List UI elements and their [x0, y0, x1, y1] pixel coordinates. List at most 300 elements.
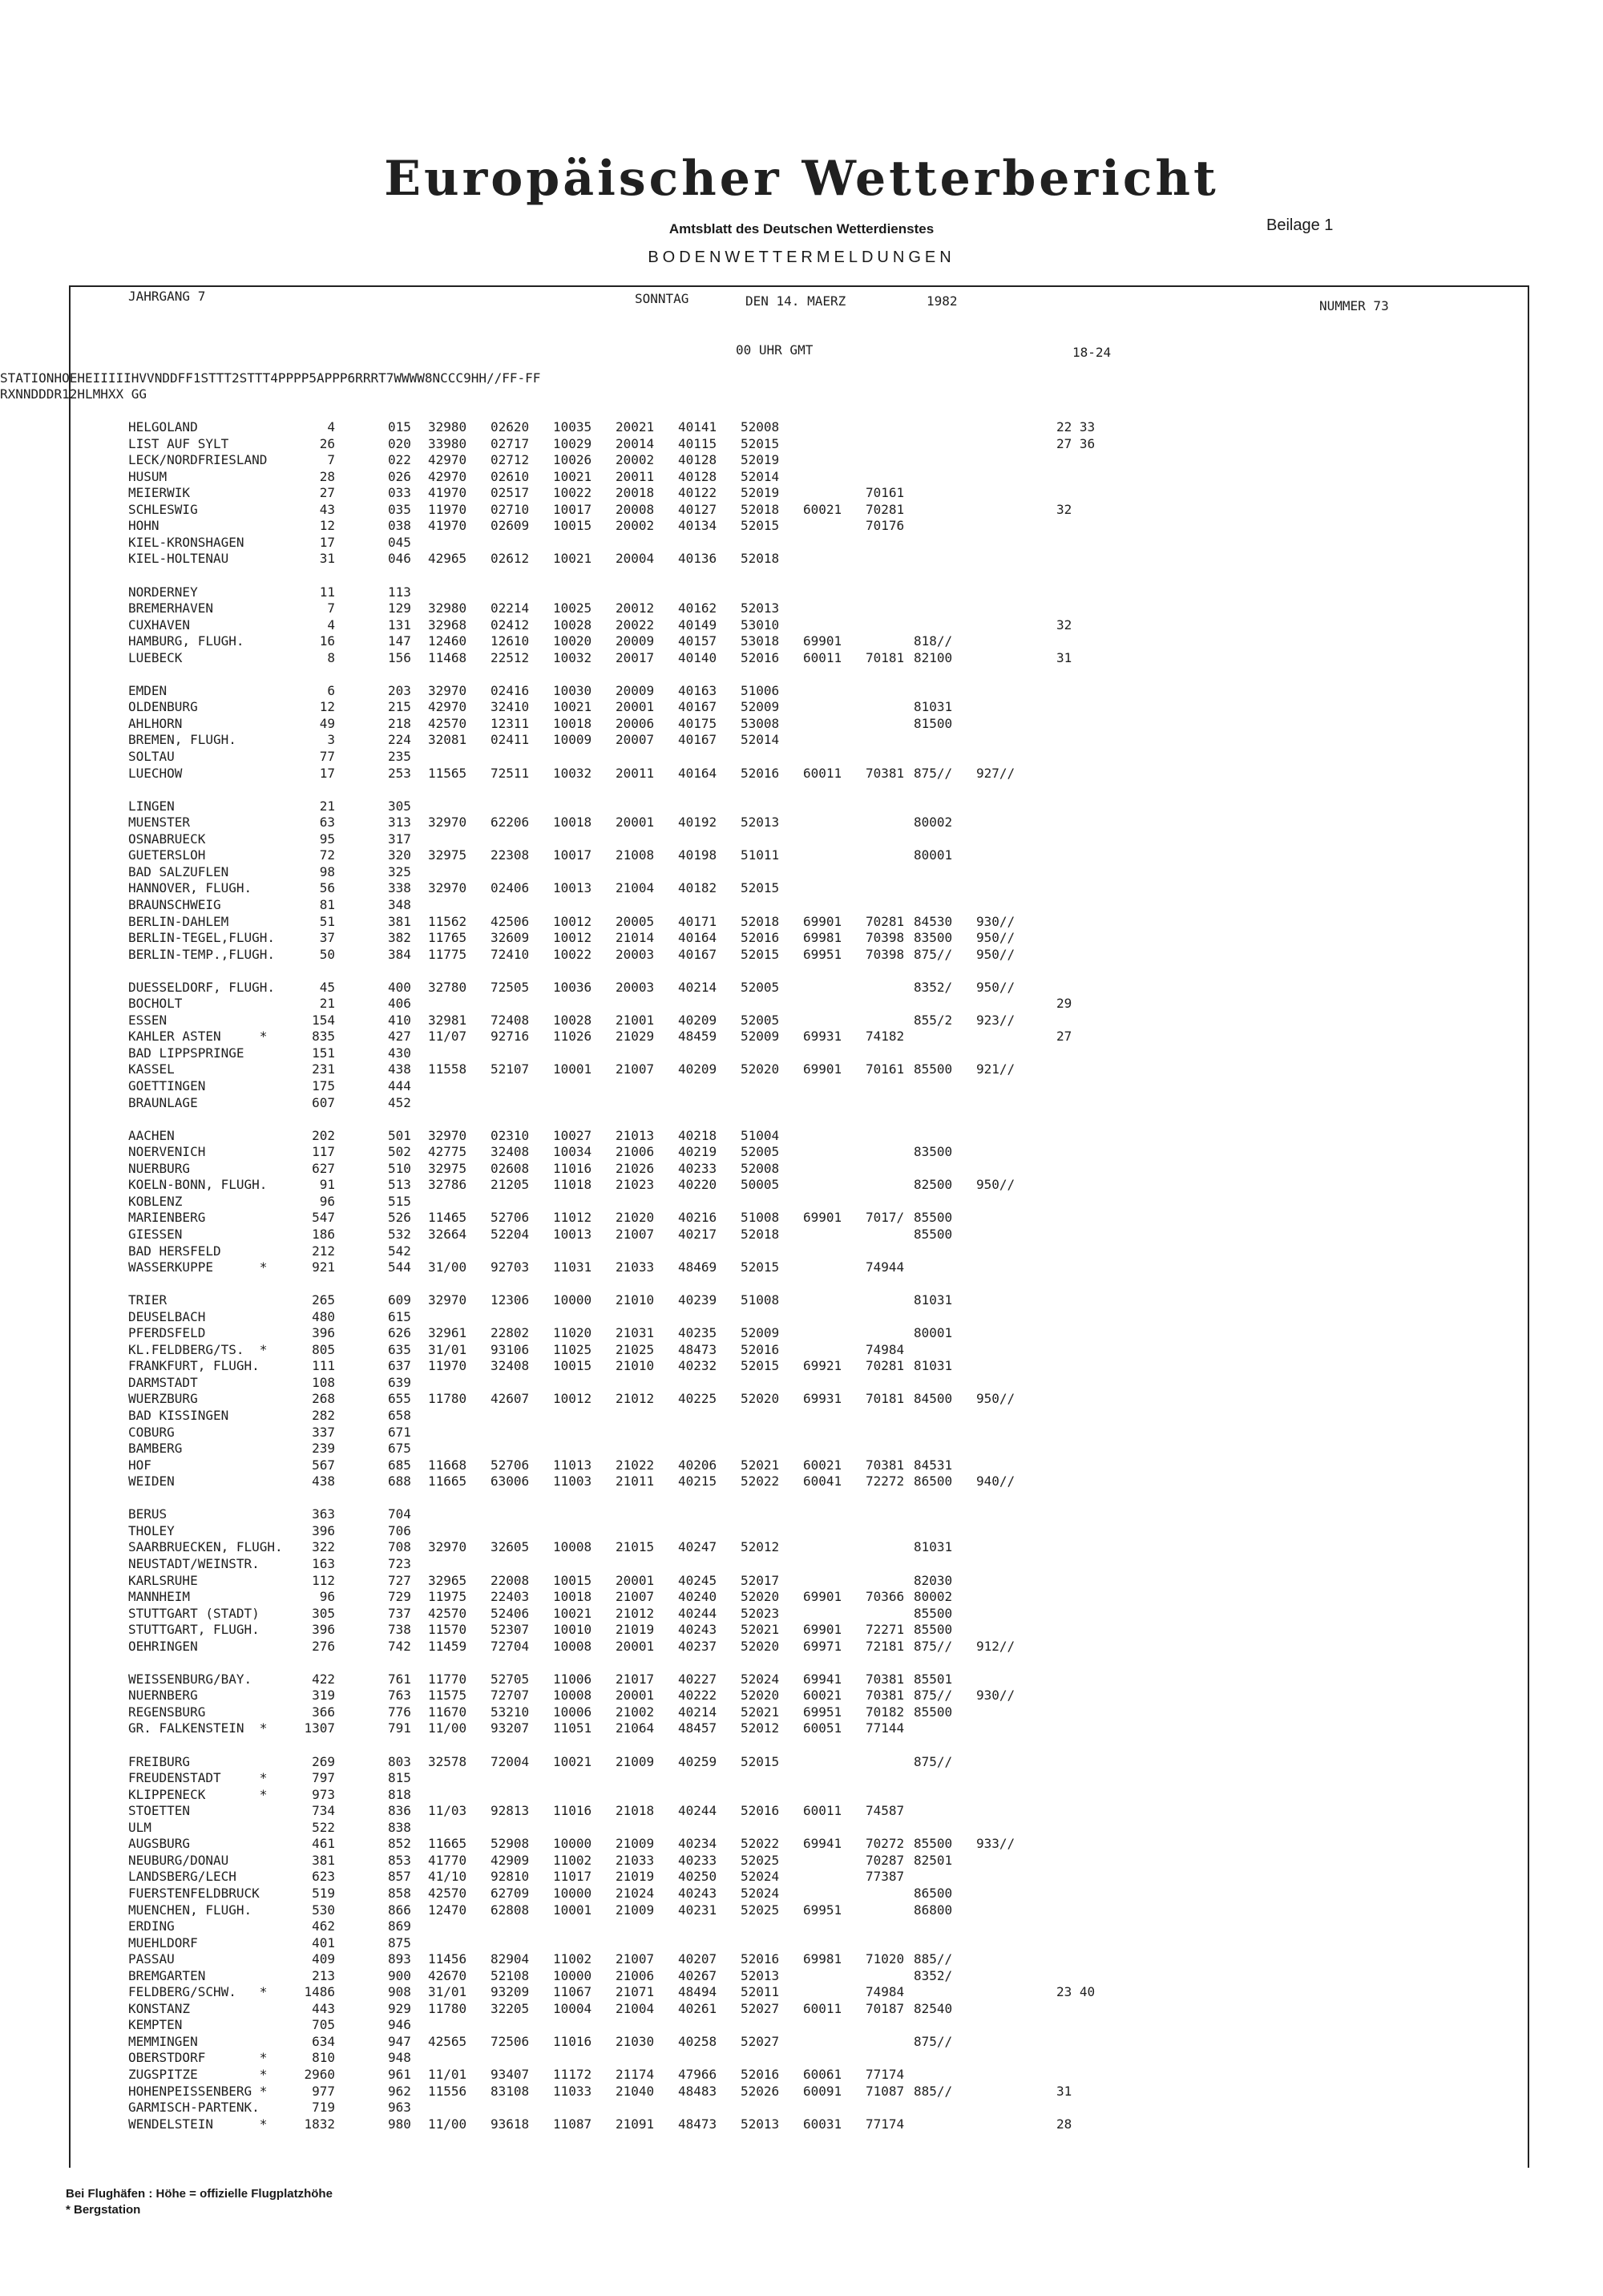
cell-iihvv: 11975: [428, 1589, 467, 1605]
cell-iihvv: 12460: [428, 633, 467, 649]
station-row: [0, 1639, 1603, 1655]
cell-7wwww: 70181: [866, 649, 905, 665]
cell-7wwww: 7017/: [866, 1210, 905, 1226]
station-row: [0, 1128, 1603, 1145]
cell-8nccc: 84530: [914, 913, 953, 929]
station-name: BRAUNLAGE: [128, 1094, 198, 1110]
cell-iii: 452: [388, 1094, 411, 1110]
cell-8nccc: 80001: [914, 847, 953, 863]
cell-hoehe: 269: [312, 1753, 335, 1769]
cell-1sttt: 10030: [553, 682, 592, 698]
station-row: [0, 1425, 1603, 1441]
cell-7wwww: 77174: [866, 2116, 905, 2132]
cell-nddff: 92813: [491, 1803, 530, 1819]
cell-iii: 046: [388, 551, 411, 567]
cell-4pppp: 48473: [678, 2116, 717, 2132]
cell-hoehe: 77: [319, 749, 335, 764]
cell-8nccc: 86800: [914, 1902, 953, 1918]
year-label: 1982: [927, 293, 958, 309]
cell-4pppp: 40244: [678, 1605, 717, 1621]
column-header-9hh: 9HH//: [463, 370, 503, 386]
station-name: LUEBECK: [128, 649, 183, 665]
station-name: REGENSBURG: [128, 1704, 206, 1720]
cell-8nccc: 85500: [914, 1061, 953, 1077]
column-header-2sttt: 2STTT: [232, 370, 271, 386]
cell-8nccc: 855/2: [914, 1012, 953, 1028]
cell-nddff: 32605: [491, 1539, 530, 1555]
cell-5appp: 52008: [741, 1160, 780, 1176]
cell-iii: 427: [388, 1029, 411, 1045]
cell-5appp: 52021: [741, 1622, 780, 1638]
cell-iii: 815: [388, 1770, 411, 1786]
cell-iii: 818: [388, 1786, 411, 1802]
cell-ff-ff: 27 36: [1056, 435, 1096, 451]
station-name: KLIPPENECK *: [128, 1786, 268, 1802]
cell-nddff: 92810: [491, 1869, 530, 1885]
cell-hoehe: 634: [312, 2033, 335, 2049]
cell-nddff: 72408: [491, 1012, 530, 1028]
station-row: [0, 617, 1603, 634]
column-header-2sttt: NDDD: [22, 386, 55, 402]
cell-4pppp: 40122: [678, 485, 717, 501]
cell-1sttt: 10001: [553, 1061, 592, 1077]
cell-4pppp: 40214: [678, 1704, 717, 1720]
cell-iihvv: 11770: [428, 1671, 467, 1687]
cell-1sttt: 11026: [553, 1029, 592, 1045]
cell-iii: 532: [388, 1226, 411, 1242]
cell-hoehe: 921: [312, 1259, 335, 1275]
cell-nddff: 12610: [491, 633, 530, 649]
cell-2sttt: 21033: [616, 1852, 655, 1868]
column-header-1sttt: N: [15, 386, 23, 402]
cell-5appp: 52009: [741, 1029, 780, 1045]
station-row: [0, 1836, 1603, 1853]
cell-iihvv: 42970: [428, 699, 467, 715]
cell-4pppp: 40167: [678, 946, 717, 962]
cell-hoehe: 11: [319, 584, 335, 600]
cell-2sttt: 20011: [616, 765, 655, 781]
column-header-4pppp: 4PPPP: [270, 370, 309, 386]
cell-iii: 761: [388, 1671, 411, 1687]
station-row: [0, 469, 1603, 486]
cell-2sttt: 21004: [616, 880, 655, 896]
cell-8nccc: 875//: [914, 946, 953, 962]
cell-2sttt: 21174: [616, 2067, 655, 2082]
station-row: [0, 1441, 1603, 1457]
cell-hoehe: 4: [327, 616, 335, 633]
cell-5appp: 52012: [741, 1539, 780, 1555]
cell-iii: 544: [388, 1259, 411, 1275]
station-name: HUSUM: [128, 468, 168, 484]
cell-hoehe: 3: [327, 732, 335, 748]
cell-hoehe: 381: [312, 1852, 335, 1868]
cell-5appp: 51004: [741, 1127, 780, 1143]
cell-nddff: 82904: [491, 1951, 530, 1967]
cell-2sttt: 21012: [616, 1605, 655, 1621]
cell-8nccc: 875//: [914, 1753, 953, 1769]
cell-6rrrt: 69971: [803, 1638, 842, 1654]
station-row: [0, 847, 1603, 864]
station-name: WEIDEN: [128, 1473, 175, 1490]
cell-iii: 963: [388, 2100, 411, 2116]
cell-hoehe: 835: [312, 1029, 335, 1045]
cell-6rrrt: 60011: [803, 649, 842, 665]
column-subheader-row: [0, 386, 1603, 403]
cell-7wwww: 70281: [866, 913, 905, 929]
cell-9hh: 912//: [976, 1638, 1016, 1654]
cell-6rrrt: 69901: [803, 633, 842, 649]
cell-4pppp: 40141: [678, 419, 717, 435]
cell-8nccc: 885//: [914, 2083, 953, 2099]
cell-4pppp: 40157: [678, 633, 717, 649]
cell-6rrrt: 60021: [803, 1688, 842, 1704]
cell-8nccc: 82030: [914, 1572, 953, 1588]
cell-nddff: 02717: [491, 435, 530, 451]
station-name: HAMBURG, FLUGH.: [128, 633, 244, 649]
cell-iihvv: 11665: [428, 1473, 467, 1490]
cell-2sttt: 21026: [616, 1160, 655, 1176]
cell-5appp: 52022: [741, 1836, 780, 1852]
station-name: GR. FALKENSTEIN *: [128, 1720, 268, 1736]
cell-iihvv: 42970: [428, 468, 467, 484]
station-name: MANNHEIM: [128, 1589, 191, 1605]
cell-ff-ff: 32: [1056, 616, 1072, 633]
cell-5appp: 52020: [741, 1638, 780, 1654]
station-name: BERLIN-TEGEL,FLUGH.: [128, 930, 276, 946]
cell-1sttt: 10021: [553, 1753, 592, 1769]
station-row: [0, 864, 1603, 881]
cell-iihvv: 11970: [428, 1358, 467, 1374]
cell-hoehe: 111: [312, 1358, 335, 1374]
cell-4pppp: 48473: [678, 1341, 717, 1357]
cell-hoehe: 265: [312, 1292, 335, 1308]
cell-5appp: 52020: [741, 1061, 780, 1077]
cell-1sttt: 10035: [553, 419, 592, 435]
cell-6rrrt: 69941: [803, 1836, 842, 1852]
cell-iii: 203: [388, 682, 411, 698]
cell-iii: 317: [388, 831, 411, 847]
cell-1sttt: 11172: [553, 2067, 592, 2082]
station-row: [0, 2050, 1603, 2067]
cell-iii: 615: [388, 1308, 411, 1324]
cell-hoehe: 2960: [304, 2067, 335, 2082]
station-name: NUERNBERG: [128, 1688, 198, 1704]
cell-5appp: 52011: [741, 1984, 780, 2000]
cell-2sttt: 21012: [616, 1391, 655, 1407]
cell-iihvv: 42775: [428, 1144, 467, 1160]
cell-5appp: 52020: [741, 1688, 780, 1704]
cell-hoehe: 213: [312, 1967, 335, 1983]
station-row: [0, 947, 1603, 964]
cell-7wwww: 70381: [866, 765, 905, 781]
cell-hoehe: 175: [312, 1078, 335, 1093]
cell-4pppp: 40259: [678, 1753, 717, 1769]
station-name: EMDEN: [128, 682, 168, 698]
column-header-5appp: 5APPP: [309, 370, 348, 386]
cell-2sttt: 21033: [616, 1259, 655, 1275]
cell-5appp: 52015: [741, 435, 780, 451]
cell-iii: 685: [388, 1457, 411, 1473]
station-name: KONSTANZ: [128, 2000, 191, 2016]
cell-iihvv: 31/00: [428, 1259, 467, 1275]
cell-iii: 869: [388, 1918, 411, 1934]
station-row: [0, 1029, 1603, 1045]
cell-4pppp: 40209: [678, 1061, 717, 1077]
cell-iihvv: 32975: [428, 847, 467, 863]
cell-hoehe: 322: [312, 1539, 335, 1555]
column-header-7wwww: 12: [62, 386, 78, 402]
cell-iii: 038: [388, 518, 411, 534]
cell-7wwww: 72272: [866, 1473, 905, 1490]
station-row: [0, 535, 1603, 552]
cell-iihvv: 11/01: [428, 2067, 467, 2082]
cell-nddff: 22008: [491, 1572, 530, 1588]
footnote-airport: Bei Flughäfen : Höhe = offizielle Flugplatzhöhe: [66, 2187, 333, 2201]
station-row: [0, 1820, 1603, 1837]
station-name: NEUBURG/DONAU: [128, 1852, 229, 1868]
cell-iii: 015: [388, 419, 411, 435]
cell-iii: 866: [388, 1902, 411, 1918]
cell-4pppp: 40175: [678, 715, 717, 731]
station-name: BRAUNSCHWEIG: [128, 896, 221, 912]
cell-iii: 400: [388, 979, 411, 995]
cell-2sttt: 20011: [616, 468, 655, 484]
cell-2sttt: 21002: [616, 1704, 655, 1720]
station-row: [0, 485, 1603, 502]
cell-1sttt: 10012: [553, 1391, 592, 1407]
cell-9hh: 950//: [976, 946, 1016, 962]
cell-7wwww: 70281: [866, 501, 905, 517]
station-name: GIESSEN: [128, 1226, 183, 1242]
cell-2sttt: 21091: [616, 2116, 655, 2132]
cell-nddff: 93618: [491, 2116, 530, 2132]
station-name: HANNOVER, FLUGH.: [128, 880, 252, 896]
station-name: FUERSTENFELDBRUCK: [128, 1885, 260, 1901]
cell-1sttt: 10022: [553, 485, 592, 501]
cell-iii: 658: [388, 1408, 411, 1423]
cell-nddff: 72707: [491, 1688, 530, 1704]
cell-8nccc: 85501: [914, 1671, 953, 1687]
station-name: NEUSTADT/WEINSTR.: [128, 1555, 260, 1571]
cell-4pppp: 40167: [678, 699, 717, 715]
cell-iihvv: 32961: [428, 1325, 467, 1341]
station-name: HELGOLAND: [128, 419, 198, 435]
cell-iihvv: 42565: [428, 2033, 467, 2049]
cell-1sttt: 10021: [553, 468, 592, 484]
cell-nddff: 12311: [491, 715, 530, 731]
group-spacer: [0, 963, 1603, 980]
station-name: ERDING: [128, 1918, 175, 1934]
column-header-ff-ff: FF-FF: [502, 370, 541, 386]
cell-5appp: 52027: [741, 2000, 780, 2016]
station-row: [0, 749, 1603, 766]
cell-hoehe: 396: [312, 1325, 335, 1341]
cell-hoehe: 627: [312, 1160, 335, 1176]
station-name: CUXHAVEN: [128, 616, 191, 633]
station-name: ULM: [128, 1819, 151, 1835]
cell-1sttt: 10028: [553, 1012, 592, 1028]
cell-nddff: 93106: [491, 1341, 530, 1357]
station-row: [0, 1770, 1603, 1787]
cell-hoehe: 805: [312, 1341, 335, 1357]
cell-4pppp: 40164: [678, 930, 717, 946]
cell-1sttt: 11013: [553, 1457, 592, 1473]
station-name: AHLHORN: [128, 715, 183, 731]
cell-iii: 382: [388, 930, 411, 946]
column-header-8nccc: 8NCCC: [424, 370, 464, 386]
cell-hoehe: 438: [312, 1473, 335, 1490]
column-header-hoehe: HOEHE: [54, 370, 93, 386]
cell-6rrrt: 69921: [803, 1358, 842, 1374]
cell-6rrrt: 60011: [803, 1803, 842, 1819]
cell-4pppp: 40217: [678, 1226, 717, 1242]
cell-2sttt: 20012: [616, 600, 655, 616]
station-row: [0, 1358, 1603, 1375]
cell-iihvv: 11556: [428, 2083, 467, 2099]
station-name: STUTTGART, FLUGH.: [128, 1622, 260, 1638]
cell-1sttt: 11003: [553, 1473, 592, 1490]
report-title: Europäischer Wetterbericht: [384, 151, 1219, 207]
cell-8nccc: 85500: [914, 1210, 953, 1226]
cell-6rrrt: 69951: [803, 1704, 842, 1720]
cell-1sttt: 11016: [553, 1160, 592, 1176]
station-name: NORDERNEY: [128, 584, 198, 600]
station-name: GUETERSLOH: [128, 847, 206, 863]
cell-2sttt: 20009: [616, 682, 655, 698]
cell-iihvv: 32970: [428, 682, 467, 698]
cell-hoehe: 623: [312, 1869, 335, 1885]
station-row: [0, 1473, 1603, 1490]
cell-nddff: 72505: [491, 979, 530, 995]
cell-7wwww: 70181: [866, 1391, 905, 1407]
cell-iii: 908: [388, 1984, 411, 2000]
cell-iii: 410: [388, 1012, 411, 1028]
cell-5appp: 52005: [741, 979, 780, 995]
cell-5appp: 52013: [741, 1967, 780, 1983]
station-row: [0, 1688, 1603, 1704]
cell-nddff: 52908: [491, 1836, 530, 1852]
cell-nddff: 72506: [491, 2033, 530, 2049]
cell-4pppp: 40258: [678, 2033, 717, 2049]
cell-4pppp: 40235: [678, 1325, 717, 1341]
station-name: BAMBERG: [128, 1441, 183, 1457]
cell-hoehe: 337: [312, 1424, 335, 1440]
cell-7wwww: 70281: [866, 1358, 905, 1374]
cell-6rrrt: 69901: [803, 1622, 842, 1638]
cell-6rrrt: 60051: [803, 1720, 842, 1736]
cell-iihvv: 32980: [428, 419, 467, 435]
cell-nddff: 93209: [491, 1984, 530, 2000]
cell-8nccc: 80002: [914, 815, 953, 831]
station-row: [0, 1787, 1603, 1804]
cell-iihvv: 41970: [428, 485, 467, 501]
station-row: [0, 1935, 1603, 1952]
station-name: BAD HERSFELD: [128, 1243, 221, 1259]
cell-iii: 129: [388, 600, 411, 616]
cell-hoehe: 96: [319, 1589, 335, 1605]
station-row: [0, 1523, 1603, 1540]
cell-hoehe: 72: [319, 847, 335, 863]
cell-iii: 542: [388, 1243, 411, 1259]
cell-8nccc: 875//: [914, 1688, 953, 1704]
cell-2sttt: 21017: [616, 1671, 655, 1687]
cell-4pppp: 40233: [678, 1160, 717, 1176]
cell-hoehe: 31: [319, 551, 335, 567]
cell-7wwww: 70381: [866, 1671, 905, 1687]
cell-hoehe: 239: [312, 1441, 335, 1457]
cell-7wwww: 74984: [866, 1341, 905, 1357]
column-header-6rrrt: R: [54, 386, 63, 402]
cell-iii: 526: [388, 1210, 411, 1226]
cell-nddff: 02710: [491, 501, 530, 517]
cell-4pppp: 40163: [678, 682, 717, 698]
cell-4pppp: 40225: [678, 1391, 717, 1407]
cell-1sttt: 10020: [553, 633, 592, 649]
cell-4pppp: 40250: [678, 1869, 717, 1885]
column-header-7wwww: 7WWWW: [386, 370, 425, 386]
station-row: [0, 1177, 1603, 1194]
cell-5appp: 52027: [741, 2033, 780, 2049]
cell-1sttt: 11016: [553, 2033, 592, 2049]
station-name: ESSEN: [128, 1012, 168, 1028]
cell-8nccc: 86500: [914, 1473, 953, 1490]
cell-2sttt: 21011: [616, 1473, 655, 1490]
cell-iihvv: 11668: [428, 1457, 467, 1473]
cell-hoehe: 363: [312, 1506, 335, 1522]
cell-hoehe: 443: [312, 2000, 335, 2016]
cell-2sttt: 20006: [616, 715, 655, 731]
cell-8nccc: 84531: [914, 1457, 953, 1473]
station-name: KL.FELDBERG/TS. *: [128, 1341, 268, 1357]
cell-2sttt: 20017: [616, 649, 655, 665]
cell-hoehe: 49: [319, 715, 335, 731]
station-row: [0, 1292, 1603, 1309]
cell-hoehe: 163: [312, 1555, 335, 1571]
cell-hoehe: 607: [312, 1094, 335, 1110]
cell-4pppp: 40134: [678, 518, 717, 534]
cell-1sttt: 10027: [553, 1127, 592, 1143]
cell-1sttt: 11033: [553, 2083, 592, 2099]
cell-5appp: 53008: [741, 715, 780, 731]
group-spacer: [0, 1276, 1603, 1293]
cell-iii: 253: [388, 765, 411, 781]
cell-nddff: 52108: [491, 1967, 530, 1983]
cell-nddff: 02608: [491, 1160, 530, 1176]
station-row: [0, 1968, 1603, 1985]
cell-4pppp: 48483: [678, 2083, 717, 2099]
cell-1sttt: 11002: [553, 1951, 592, 1967]
column-header-6rrrt: 6RRRT: [347, 370, 386, 386]
group-spacer: [0, 666, 1603, 683]
cell-2sttt: 21024: [616, 1885, 655, 1901]
cell-iii: 235: [388, 749, 411, 764]
station-name: OSNABRUECK: [128, 831, 206, 847]
station-row: [0, 1210, 1603, 1227]
cell-hoehe: 276: [312, 1638, 335, 1654]
cell-7wwww: 74182: [866, 1029, 905, 1045]
cell-2sttt: 20001: [616, 1572, 655, 1588]
cell-2sttt: 20018: [616, 485, 655, 501]
cell-iii: 313: [388, 815, 411, 831]
cell-hoehe: 719: [312, 2100, 335, 2116]
cell-6rrrt: 69981: [803, 930, 842, 946]
cell-8nccc: 82500: [914, 1177, 953, 1193]
cell-1sttt: 10008: [553, 1688, 592, 1704]
station-name: WENDELSTEIN *: [128, 2116, 268, 2132]
station-name: LUECHOW: [128, 765, 183, 781]
cell-2sttt: 21007: [616, 1226, 655, 1242]
cell-iihvv: 32970: [428, 1539, 467, 1555]
